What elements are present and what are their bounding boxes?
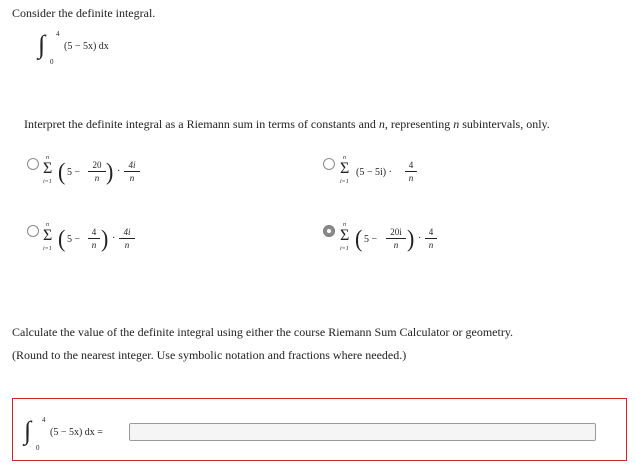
option-a-outer-fraction: $\frac{4i}{n}$: [124, 160, 140, 183]
sum-upper-limit: n: [343, 222, 346, 228]
dot-operator: ·: [418, 233, 422, 244]
left-paren: (: [355, 224, 363, 253]
sum-lower-limit: i=1: [43, 179, 52, 185]
dot-operator: ·: [117, 166, 121, 177]
sigma-icon: Σ: [340, 160, 350, 177]
integral-lower-limit: 0: [50, 58, 54, 66]
sigma-icon: Σ: [43, 160, 53, 177]
option-d-const: 5 −: [364, 234, 378, 245]
question-riemann-text-b: , representing: [384, 117, 451, 131]
integral-upper-limit: 4: [56, 30, 60, 38]
right-paren: ): [407, 224, 415, 253]
integral-integrand: (5 − 5x) dx: [64, 41, 109, 52]
option-b-radio[interactable]: [323, 158, 335, 170]
question-calculate: Calculate the value of the definite integral using either the course Riemann Sum Calculator or geometry.: [12, 325, 514, 339]
integral-upper-limit: 4: [42, 416, 46, 424]
integral-lower-limit: 0: [36, 444, 40, 452]
question-riemann: [24, 117, 550, 132]
option-b-expression: (5 − 5i) ·: [356, 167, 392, 178]
sigma-icon: Σ: [43, 227, 53, 244]
sigma-icon: Σ: [340, 227, 350, 244]
option-c-const: 5 −: [67, 234, 81, 245]
question-riemann-n2: n: [453, 117, 460, 131]
left-paren: (: [58, 157, 66, 186]
right-paren: ): [106, 157, 114, 186]
option-d-inner-fraction: $\frac{20i}{n}$: [386, 227, 406, 250]
option-c-radio[interactable]: [27, 225, 39, 237]
sum-upper-limit: n: [343, 155, 346, 161]
question-riemann-text-c: subintervals, only.: [462, 117, 550, 131]
option-d-radio[interactable]: [323, 225, 335, 237]
answer-integrand: (5 − 5x) dx =: [50, 427, 103, 438]
right-paren: ): [101, 224, 109, 253]
option-c-outer-fraction: $\frac{4i}{n}$: [119, 227, 135, 250]
sum-lower-limit: i=1: [340, 179, 349, 185]
question-riemann-n1: n: [378, 117, 385, 131]
integral-display: [38, 30, 138, 70]
sum-upper-limit: n: [46, 222, 49, 228]
sum-lower-limit: i=1: [43, 246, 52, 252]
answer-input[interactable]: [129, 423, 596, 441]
integral-sign-icon: ∫: [24, 416, 32, 445]
option-d-outer-fraction: $\frac{4}{n}$: [425, 227, 437, 250]
option-a-inner-fraction: $\frac{20}{n}$: [88, 160, 106, 183]
question-riemann-text-a: Interpret the definite integral as a Riemann sum in terms of constants and: [24, 117, 376, 131]
option-a-radio[interactable]: [27, 158, 39, 170]
integral-sign-icon: ∫: [38, 30, 46, 59]
option-b-outer-fraction: $\frac{4}{n}$: [405, 160, 417, 183]
intro-text: Consider the definite integral.: [12, 6, 156, 20]
rounding-note: (Round to the nearest integer. Use symbolic notation and fractions where needed.): [12, 348, 407, 362]
sum-lower-limit: i=1: [340, 246, 349, 252]
sum-upper-limit: n: [46, 155, 49, 161]
option-a-const: 5 −: [67, 167, 81, 178]
dot-operator: ·: [112, 233, 116, 244]
answer-integral-display: [24, 416, 124, 456]
left-paren: (: [58, 224, 66, 253]
option-c-inner-fraction: $\frac{4}{n}$: [88, 227, 100, 250]
